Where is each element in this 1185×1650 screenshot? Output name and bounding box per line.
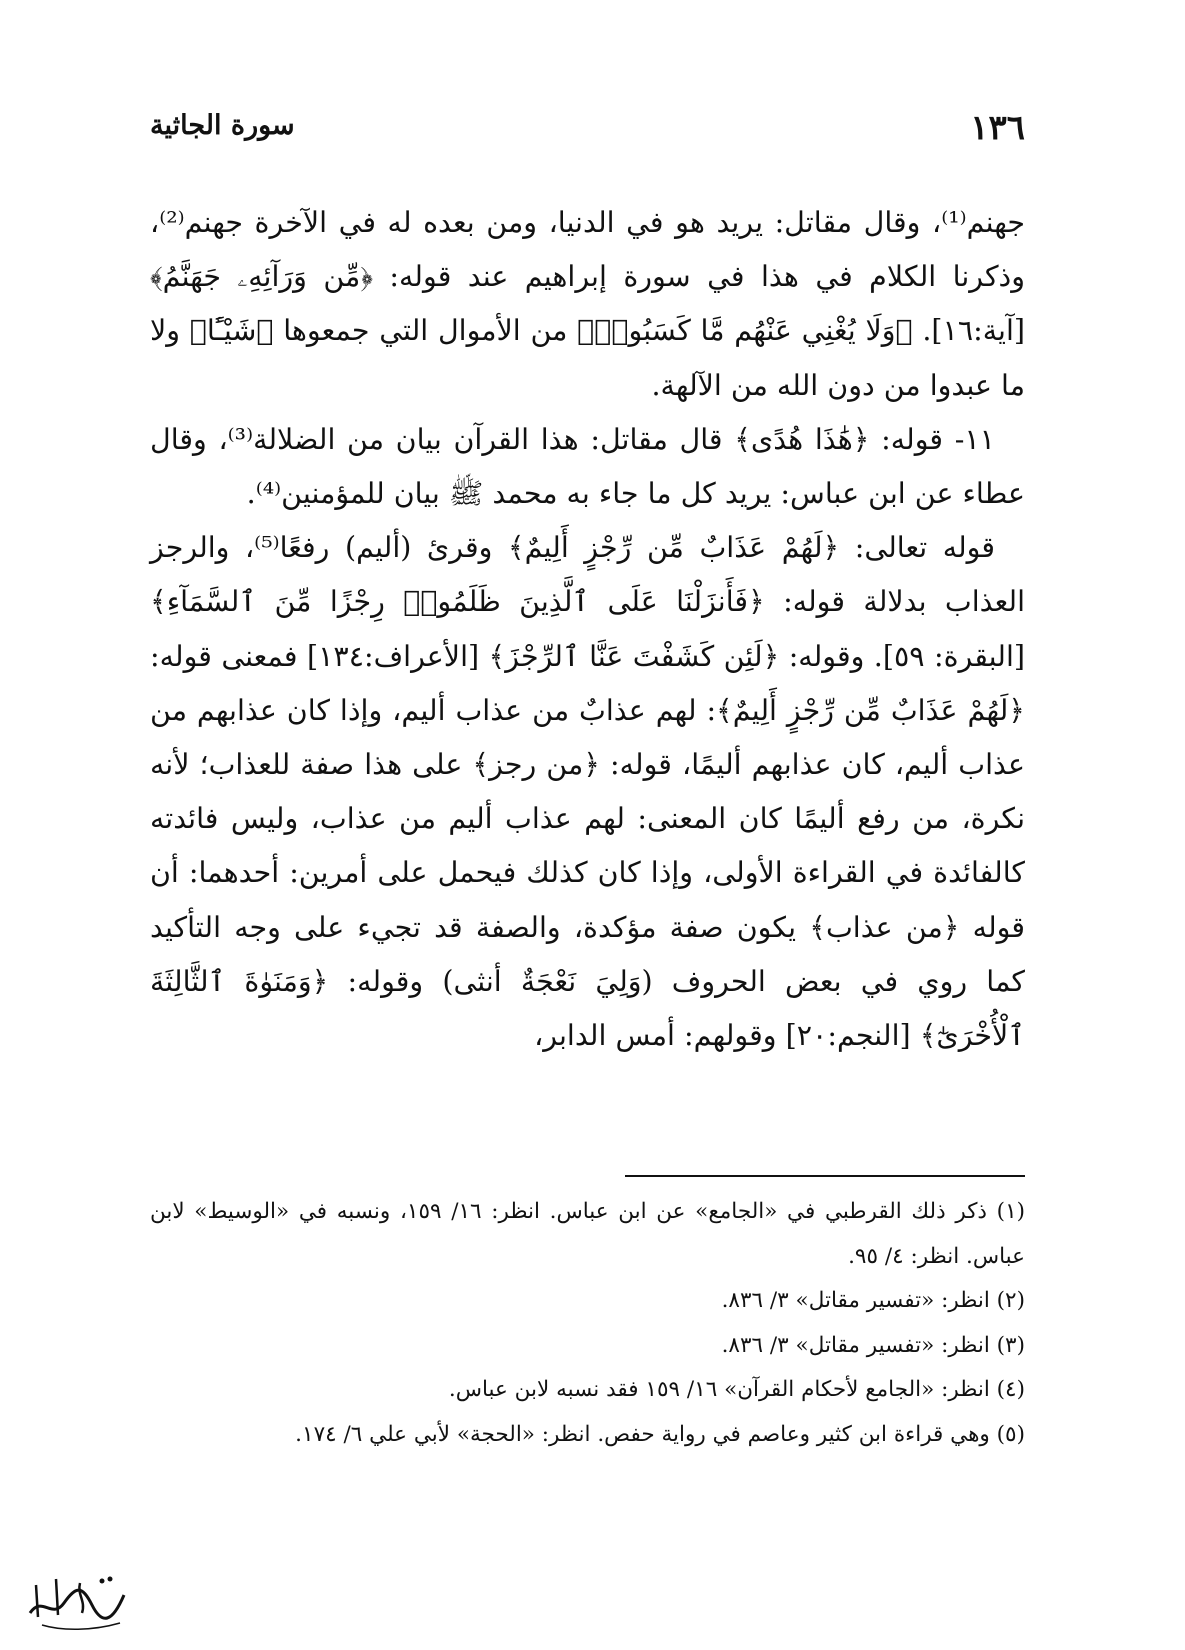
footnote-1: (١) ذكر ذلك القرطبي في «الجامع» عن ابن عباس. انظر: ١٦/ ١٥٩، ونسبه في «الوسيط» لابن عباس. انظر: ٤/ ٩٥. [150,1199,1026,1269]
main-text [150,196,1025,1063]
footnote-3: (٣) انظر: «تفسير مقاتل» ٣/ ٨٣٦. [721,1332,1025,1358]
calligraphy-logo-icon [22,1565,132,1635]
paragraph-2: ١١- قوله: ﴿هَٰذَا هُدًى﴾ قال مقاتل: هذا القرآن بيان من الضلالة⁽³⁾، وقال عطاء عن ابن عباس: يريد كل ما جاء به محمد ﷺ بيان للمؤمنين⁽⁴⁾. [150,422,1025,511]
footnotes [150,1190,1025,1457]
surah-title: سورة الجاثية [150,110,295,141]
paragraph-3: قوله تعالى: ﴿لَهُمْ عَذَابٌ مِّن رِّجْزٍ أَلِيمٌ﴾ وقرئ (أليم) رفعًا⁽⁵⁾، والرجز العذاب بدلالة قوله: ﴿فَأَنزَلْنَا عَلَى ٱلَّذِينَ ظَلَمُوا۟ رِجْزًا مِّنَ ٱلسَّمَآءِ﴾ [البقرة: ٥٩]. وقوله: ﴿لَئِن كَشَفْتَ عَنَّا ٱلرِّجْزَ﴾ [الأعراف:١٣٤] فمعنى قوله: ﴿لَهُمْ عَذَابٌ مِّن رِّجْزٍ أَلِيمٌ﴾: لهم عذابٌ من عذاب أليم، وإذا كان عذابهم من عذاب أليم، كان عذابهم أليمًا، قوله: ﴿من رجز﴾ على هذا صفة للعذاب؛ لأنه نكرة، من رفع أليمًا كان المعنى: لهم عذاب أليم من عذاب، وليس فائدته كالفائدة في القراءة الأولى، وإذا كان كذلك فيحمل على أمرين: أحدهما: أن قوله ﴿من عذاب﴾ يكون صفة مؤكدة، والصفة قد تجيء على وجه التأكيد كما روي في بعض الحروف (وَلِيَ نَعْجَةٌ أنثى) وقوله: ﴿وَمَنَوٰةَ ٱلثَّالِثَةَ ٱلْأُخْرَىٰٓ﴾ [النجم:٢٠] وقولهم: أمس الدابر، [150,531,1026,1053]
paragraph-1: جهنم⁽¹⁾، وقال مقاتل: يريد هو في الدنيا، ومن بعده له في الآخرة جهنم⁽²⁾، وذكرنا الكلام في هذا في سورة إبراهيم عند قوله: ﴿مِّن وَرَآئِهِۦ جَهَنَّمُ﴾ [آية:١٦]. ﴿وَلَا يُغْنِي عَنْهُم مَّا كَسَبُوا۟﴾ من الأموال التي جمعوها ﴿شَيْـًٔا﴾ ولا ما عبدوا من دون الله من الآلهة. [150,206,1025,402]
footnote-2: (٢) انظر: «تفسير مقاتل» ٣/ ٨٣٦. [721,1288,1025,1313]
page-header [150,108,1025,156]
footnote-divider [625,1175,1025,1177]
footnote-5: (٥) وهي قراءة ابن كثير وعاصم في رواية حفص. انظر: «الحجة» لأبي علي ٦/ ١٧٤. [295,1421,1025,1447]
footnote-4: (٤) انظر: «الجامع لأحكام القرآن» ١٦/ ١٥٩ فقد نسبه لابن عباس. [448,1377,1025,1402]
page-number: ١٣٦ [970,108,1025,148]
